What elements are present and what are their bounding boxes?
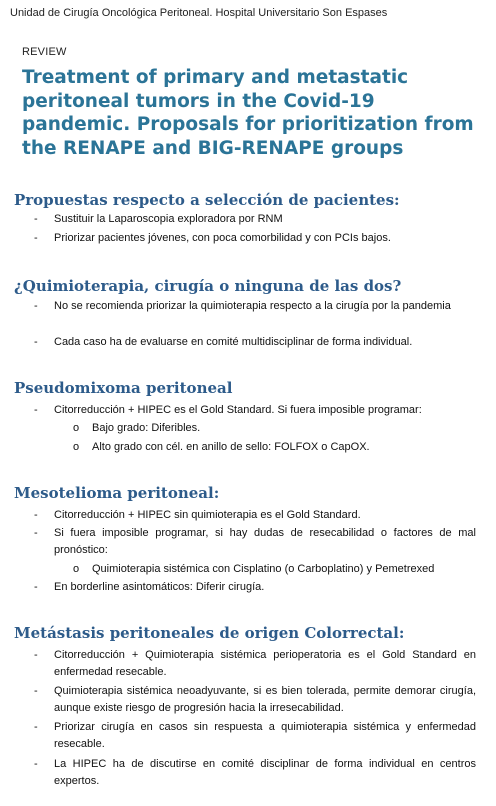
title-line: the RENAPE and BIG-RENAPE groups (22, 137, 404, 159)
bullet-dash: - (34, 232, 38, 244)
bullet-circle: o (73, 422, 80, 434)
section-heading-colorrectal: Metástasis peritoneales de origen Colorrectal: (14, 624, 405, 642)
section-heading-pseudomixoma: Pseudomixoma peritoneal (14, 379, 233, 397)
document-header: Unidad de Cirugía Oncológica Peritoneal. Hospital Universitario Son Espases (10, 7, 388, 19)
article-type-label: REVIEW (22, 46, 67, 58)
title-line: peritoneal tumors in the Covid-19 (22, 90, 375, 112)
bullet-dash: - (34, 404, 38, 416)
bullet-dash: - (34, 758, 38, 770)
bullet-dash: - (34, 336, 38, 348)
section-heading-mesotelioma: Mesotelioma peritoneal: (14, 484, 220, 502)
bullet-dash: - (34, 300, 38, 312)
bullet-dash: - (34, 581, 38, 593)
title-line: Treatment of primary and metastatic (22, 67, 409, 88)
bullet-dash: - (34, 685, 38, 697)
bullet-circle: o (73, 563, 80, 575)
section-heading-quimioterapia: ¿Quimioterapia, cirugía o ninguna de las dos? (14, 277, 402, 295)
bullet-dash: - (34, 213, 38, 225)
bullet-dash: - (34, 649, 38, 661)
bullet-dash: - (34, 509, 38, 521)
section-heading-seleccion: Propuestas respecto a selección de pacientes: (14, 191, 400, 209)
article-title (22, 66, 482, 160)
bullet-dash: - (34, 527, 38, 539)
bullet-dash: - (34, 721, 38, 733)
title-line: pandemic. Proposals for prioritization from (22, 114, 474, 135)
bullet-circle: o (73, 441, 80, 453)
